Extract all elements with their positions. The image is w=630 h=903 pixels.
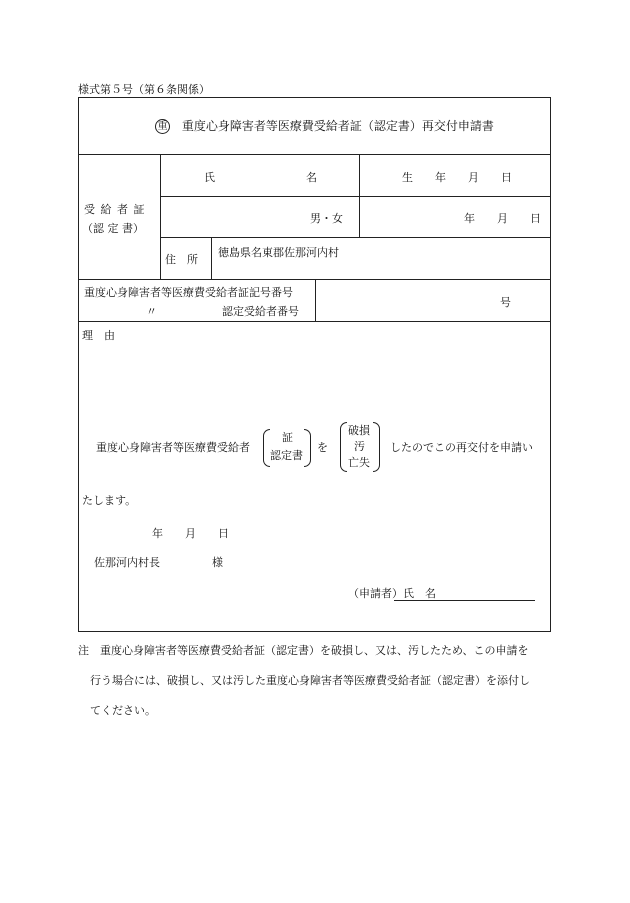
frame-bottom — [78, 631, 551, 632]
number-label-2: 認定受給者番号 — [222, 305, 299, 318]
rule-title — [78, 154, 551, 155]
choice1-paren-right — [304, 429, 311, 467]
reason-sentence-suffix: したのでこの再交付を申請い — [390, 441, 533, 454]
number-label-1: 重度心身障害者等医療費受給者証記号番号 — [84, 286, 293, 299]
form-title — [155, 119, 494, 134]
choice1-option-a: 証 — [282, 431, 293, 444]
choice2-paren-right — [373, 422, 380, 472]
rule-birth-col — [359, 154, 360, 237]
choice2-option-a: 破損 — [348, 424, 370, 437]
choice1-option-b: 認定書 — [270, 449, 303, 462]
birth-date-cells: 年 月 日 — [464, 212, 541, 225]
rule-name — [160, 196, 551, 197]
birth-label: 生 年 月 日 — [402, 171, 512, 184]
form-title-text: 重度心身障害者等医療費受給者証（認定書）再交付申請書 — [181, 119, 494, 133]
choice2-paren-left — [340, 422, 347, 472]
sex-options: 男・女 — [310, 212, 343, 225]
reason-sentence-prefix: 重度心身障害者等医療費受給者 — [96, 441, 250, 454]
form-number-label: 様式第５号（第６条関係） — [78, 83, 210, 96]
applicant-signature-line — [394, 600, 535, 601]
number-ditto: 〃 — [146, 305, 157, 318]
holder-label-1: 受 給 者 証 — [84, 203, 146, 216]
seal-mark-icon: 重 — [155, 119, 170, 134]
address-value: 徳島県名東郡佐那河内村 — [218, 246, 339, 259]
name-label-a: 氏 — [204, 171, 215, 184]
rule-number — [78, 321, 551, 322]
reason-label: 理 由 — [82, 329, 115, 342]
rule-number-col — [315, 279, 316, 321]
note-line-2: 行う場合には、破損し、又は汚した重度心身障害者等医療費受給者証（認定書）を添付し — [90, 674, 530, 687]
frame-right — [550, 97, 551, 632]
rule-sex — [160, 237, 551, 238]
choice2-option-c: 亡失 — [348, 456, 370, 469]
reason-particle: を — [317, 441, 328, 454]
choice1-paren-left — [263, 429, 270, 467]
rule-holder-col — [160, 154, 161, 279]
address-label: 住 所 — [165, 253, 198, 266]
addressee-honorific: 様 — [212, 556, 223, 569]
choice2-option-b: 汚 — [354, 440, 365, 453]
holder-label-2: （認 定 書） — [82, 222, 144, 235]
name-label-b: 名 — [306, 171, 317, 184]
note-line-1: 注 重度心身障害者等医療費受給者証（認定書）を破損し、又は、汚したため、この申請を — [78, 644, 529, 657]
applicant-name-label: （申請者）氏 名 — [348, 587, 436, 600]
frame-left — [78, 97, 79, 632]
number-suffix: 号 — [500, 296, 511, 309]
note-line-3: てください。 — [90, 704, 156, 717]
rule-address-col — [211, 237, 212, 279]
application-date: 年 月 日 — [152, 527, 229, 540]
frame-top — [78, 97, 551, 98]
addressee: 佐那河内村長 — [94, 556, 160, 569]
reason-sentence-cont: たします。 — [82, 494, 137, 507]
